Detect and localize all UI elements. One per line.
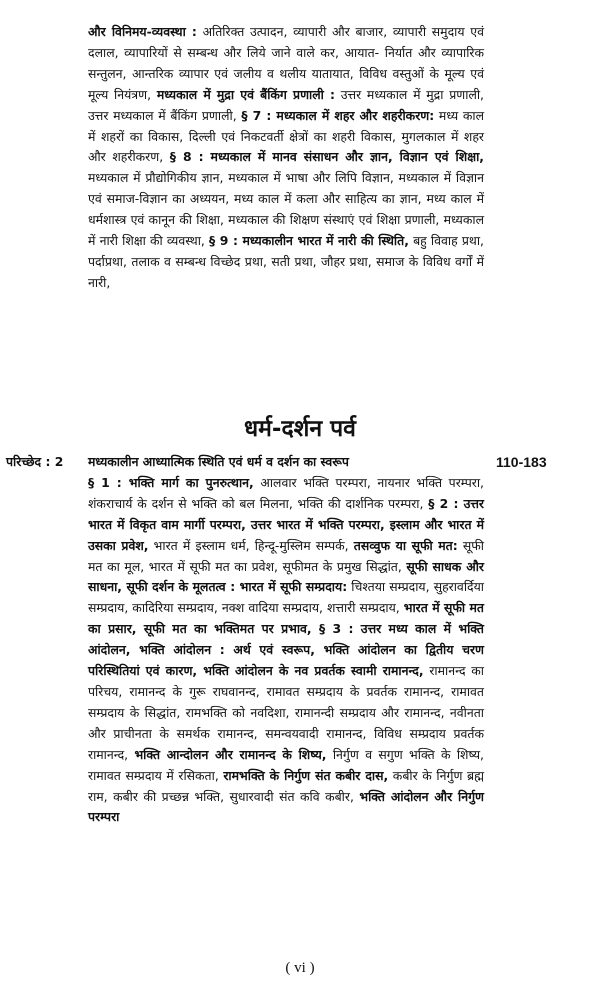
subheading: और विनिमय-व्यवस्था : — [88, 24, 197, 39]
subheading: § 7 : मध्यकाल में शहर और शहरीकरण: — [241, 107, 435, 123]
contents-block-economy — [88, 22, 484, 294]
contents-text: कबीर के निर्गुण ब्रह्म राम, कबीर की प्रच्छन्न भक्ति, सुधारवादी संत कवि कबीर, — [88, 767, 484, 804]
chapter-page-range: 110-183 — [496, 454, 547, 470]
chapter-label: परिच्छेद : 2 — [6, 454, 64, 469]
contents-text: बहु विवाह प्रथा, पर्दाप्रथा, तलाक व सम्बन्ध विच्छेद प्रथा, सती प्रथा, जौहर प्रथा, समाज के विविध वर्गों में नारी, — [88, 233, 484, 290]
subheading: मध्यकाल में मुद्रा एवं बैंकिंग प्रणाली : — [156, 86, 335, 102]
contents-text: अतिरिक्त उत्पादन, व्यापारी और बाजार, व्यापारी समुदाय एवं दलाल, व्यापारियों से सम्बन्ध और लिये जाने वाले कर, आयात- निर्यात और व्यापारिक सन्तुलन, आन्तरिक व्यापार एवं जलीय व थलीय यातायात, विविध वस्तुओं के मूल्य एवं मूल्य नियंत्रण, — [88, 24, 485, 102]
contents-text: सूफी मत का मूल, भारत में सूफी मत का प्रवेश, सूफीमत के प्रमुख सिद्धांत, — [88, 537, 484, 574]
contents-text: चिश्तया सम्प्रदाय, सुहरावर्दिया सम्प्रदाय, कादिरिया सम्प्रदाय, नक्श वादिया सम्प्रदाय, शत्तारी सम्प्रदाय, — [88, 579, 485, 616]
contents-text: आलवार भक्ति परम्परा, नायनार भक्ति परम्परा, शंकराचार्य के दर्शन से भक्ति को बल मिलना, भक्ति की दार्शनिक परम्परा, — [88, 474, 484, 511]
subheading: तसव्वुफ या सूफी मत: — [353, 537, 458, 553]
page-number: ( vi ) — [285, 960, 315, 976]
subheading: § 1 : भक्ति मार्ग का पुनरुत्थान, — [88, 474, 254, 490]
contents-text: निर्गुण व सगुण भक्ति के शिष्य, रामावत सम्प्रदाय में रसिकता, — [88, 746, 484, 783]
subheading: § 9 : मध्यकालीन भारत में नारी की स्थिति, — [209, 233, 409, 249]
subheading: § 8 : मध्यकाल में मानव संसाधन और ज्ञान, विज्ञान एवं शिक्षा, — [169, 149, 484, 165]
contents-text: मध्यकाल में प्रौद्योगिकीय ज्ञान, मध्यकाल में भाषा और लिपि विज्ञान, मध्यकाल में विज्ञान एवं समाज-विज्ञान का अध्ययन, मध्य काल में कला और साहित्य का ज्ञान, मध्य काल में धर्मशास्त्र एवं कानून की शिक्षा, मध्यकाल की शिक्षण संस्थाएं एवं शिक्षा प्रणाली, मध्यकाल में नारी शिक्षा की व्यवस्था, — [88, 170, 484, 249]
chapter-heading: मध्यकालीन आध्यात्मिक स्थिति एवं धर्म व दर्शन का स्वरूप — [88, 454, 349, 469]
subheading: § 2 : उत्तर भारत में विकृत वाम मार्गी परम्परा, उत्तर भारत में भक्ति परम्परा, इस्लाम और भारत में उसका प्रवेश, — [88, 495, 484, 553]
section-title: धर्म-दर्शन पर्व — [244, 416, 356, 442]
contents-text: रामानन्द का परिचय, रामानन्द के गुरू राघवानन्द, रामावत सम्प्रदाय के प्रवर्तक रामानन्द, रामावत सम्प्रदाय के सिद्धांत, रामभक्ति को नवदिशा, रामानन्दी सम्प्रदाय और रामानन्द, नवीनता और प्राचीनता के समर्थक रामानन्द, समन्वयवादी रामानन्द, विविध सम्प्रदाय प्रवर्तक रामानन्द, — [88, 663, 484, 762]
contents-text: भारत में इस्लाम धर्म, हिन्दू-मुस्लिम सम्पर्क, — [148, 537, 354, 553]
subheading: रामभक्ति के निर्गुण संत कबीर दास, — [223, 767, 389, 783]
contents-text: मध्य काल में शहरों का विकास, दिल्ली एवं निकटवर्ती क्षेत्रों का शहरी विकास, मुगलकाल में शहर और शहरीकरण, — [88, 107, 485, 165]
contents-block-religion — [88, 452, 484, 828]
contents-text: उत्तर मध्यकाल में मुद्रा प्रणाली, उत्तर मध्यकाल में बैंकिंग प्रणाली, — [88, 86, 484, 123]
subheading: सूफी साधक और साधना, सूफी दर्शन के मूलतत्व : भारत में सूफी सम्प्रदाय: — [88, 558, 484, 595]
subheading: भारत में सूफी मत का प्रसार, सूफी मत का भक्तिमत पर प्रभाव, § 3 : उत्तर मध्य काल में भक्ति आंदोलन, भक्ति आंदोलन : अर्थ एवं स्वरूप, भक्ति आंदोलन का द्वितीय चरण परिस्थितियां एवं कारण, भक्ति आंदोलन के नव प्रवर्तक स्वामी रामानन्द, — [88, 600, 484, 679]
subheading: भक्ति आन्दोलन और रामानन्द के शिष्य, — [134, 746, 327, 762]
subheading: भक्ति आंदोलन और निर्गुण परम्परा — [88, 788, 484, 825]
